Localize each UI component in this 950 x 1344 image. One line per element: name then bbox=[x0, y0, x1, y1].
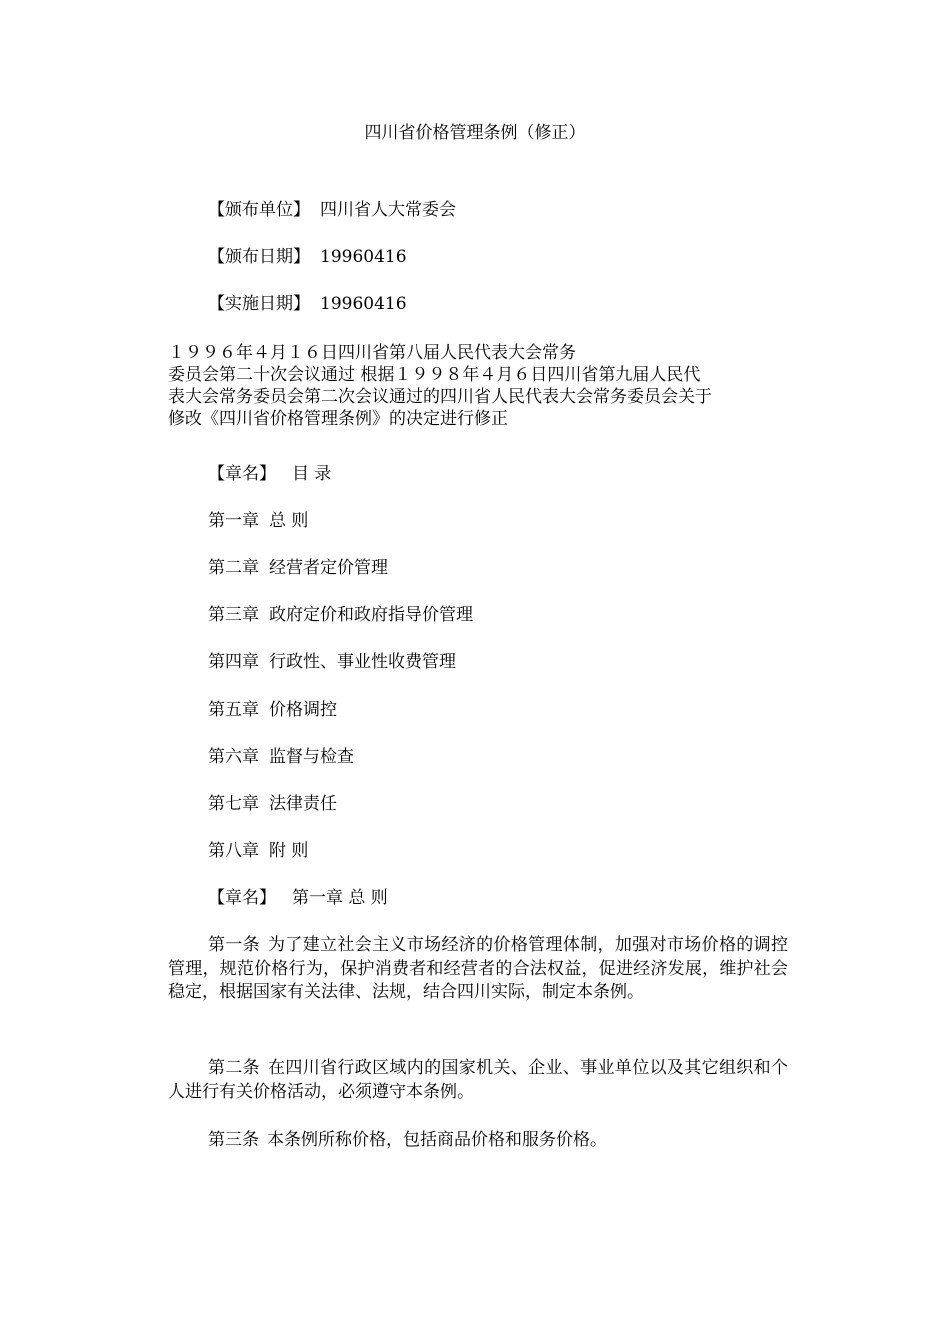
toc-item-title: 行政性、事业性收费管理 bbox=[269, 652, 456, 672]
toc-item-title: 总 则 bbox=[269, 511, 309, 531]
toc-item-number: 第五章 bbox=[208, 700, 259, 720]
meta-value: 19960416 bbox=[320, 247, 407, 267]
article-number: 第一条 bbox=[208, 935, 261, 955]
article-text: 在四川省行政区域内的国家机关、企业、事业单位以及其它组织和个人进行有关价格活动，必须遵守本条例。 bbox=[168, 1058, 788, 1102]
preamble-line: 委员会第二十次会议通过 根据１９９８年４月６日四川省第九届人民代 bbox=[168, 365, 701, 385]
preamble-line: １９９６年４月１６日四川省第八届人民代表大会常务 bbox=[168, 343, 576, 363]
toc-item-number: 第三章 bbox=[208, 605, 259, 625]
preamble bbox=[168, 342, 788, 430]
toc-heading-key: 【章名】 bbox=[208, 464, 276, 484]
meta-key: 【实施日期】 bbox=[208, 294, 310, 314]
chapter-heading-value: 第一章 总 则 bbox=[292, 888, 388, 908]
toc-item-number: 第四章 bbox=[208, 652, 259, 672]
meta-key: 【颁布单位】 bbox=[208, 200, 310, 220]
toc-item bbox=[208, 699, 337, 721]
toc-heading bbox=[208, 463, 331, 485]
article-text: 本条例所称价格，包括商品价格和服务价格。 bbox=[267, 1130, 607, 1150]
meta-value: 四川省人大常委会 bbox=[320, 200, 456, 220]
toc-item bbox=[208, 651, 456, 673]
toc-item bbox=[208, 840, 308, 862]
chapter-heading-key: 【章名】 bbox=[208, 888, 276, 908]
preamble-line: 修改《四川省价格管理条例》的决定进行修正 bbox=[168, 409, 508, 429]
meta-value: 19960416 bbox=[320, 294, 407, 314]
toc-item bbox=[208, 557, 388, 579]
toc-item-number: 第八章 bbox=[208, 841, 259, 861]
article-text: 为了建立社会主义市场经济的价格管理体制，加强对市场价格的调控管理，规范价格行为，保护消费者和经营者的合法权益，促进经济发展，维护社会稳定，根据国家有关法律、法规，结合四川实际，制定本条例。 bbox=[168, 935, 788, 1002]
meta-promulgator bbox=[208, 199, 456, 221]
meta-effective-date bbox=[208, 293, 407, 315]
meta-key: 【颁布日期】 bbox=[208, 247, 310, 267]
toc-item-number: 第六章 bbox=[208, 747, 259, 767]
preamble-line: 表大会常务委员会第二次会议通过的四川省人民代表大会常务委员会关于 bbox=[168, 387, 712, 407]
chapter-heading bbox=[208, 887, 388, 909]
article-number: 第二条 bbox=[208, 1058, 261, 1078]
toc-item-title: 经营者定价管理 bbox=[269, 558, 388, 578]
toc-item-title: 监督与检查 bbox=[269, 747, 354, 767]
article-paragraph bbox=[168, 1129, 788, 1153]
toc-item-number: 第二章 bbox=[208, 558, 259, 578]
toc-item-title: 附 则 bbox=[269, 841, 309, 861]
toc-item-title: 政府定价和政府指导价管理 bbox=[269, 605, 473, 625]
article-paragraph bbox=[168, 934, 788, 1005]
toc-item bbox=[208, 510, 308, 532]
toc-item-number: 第七章 bbox=[208, 794, 259, 814]
toc-item-number: 第一章 bbox=[208, 511, 259, 531]
document-title: 四川省价格管理条例（修正） bbox=[364, 123, 586, 143]
toc-item-title: 价格调控 bbox=[269, 700, 337, 720]
article-number: 第三条 bbox=[208, 1130, 259, 1150]
meta-promulgation-date bbox=[208, 246, 407, 268]
toc-item bbox=[208, 793, 337, 815]
toc-item-title: 法律责任 bbox=[269, 794, 337, 814]
toc-item bbox=[208, 604, 473, 626]
toc-item bbox=[208, 746, 354, 768]
toc-heading-value: 目 录 bbox=[292, 464, 332, 484]
article-paragraph bbox=[168, 1057, 788, 1104]
